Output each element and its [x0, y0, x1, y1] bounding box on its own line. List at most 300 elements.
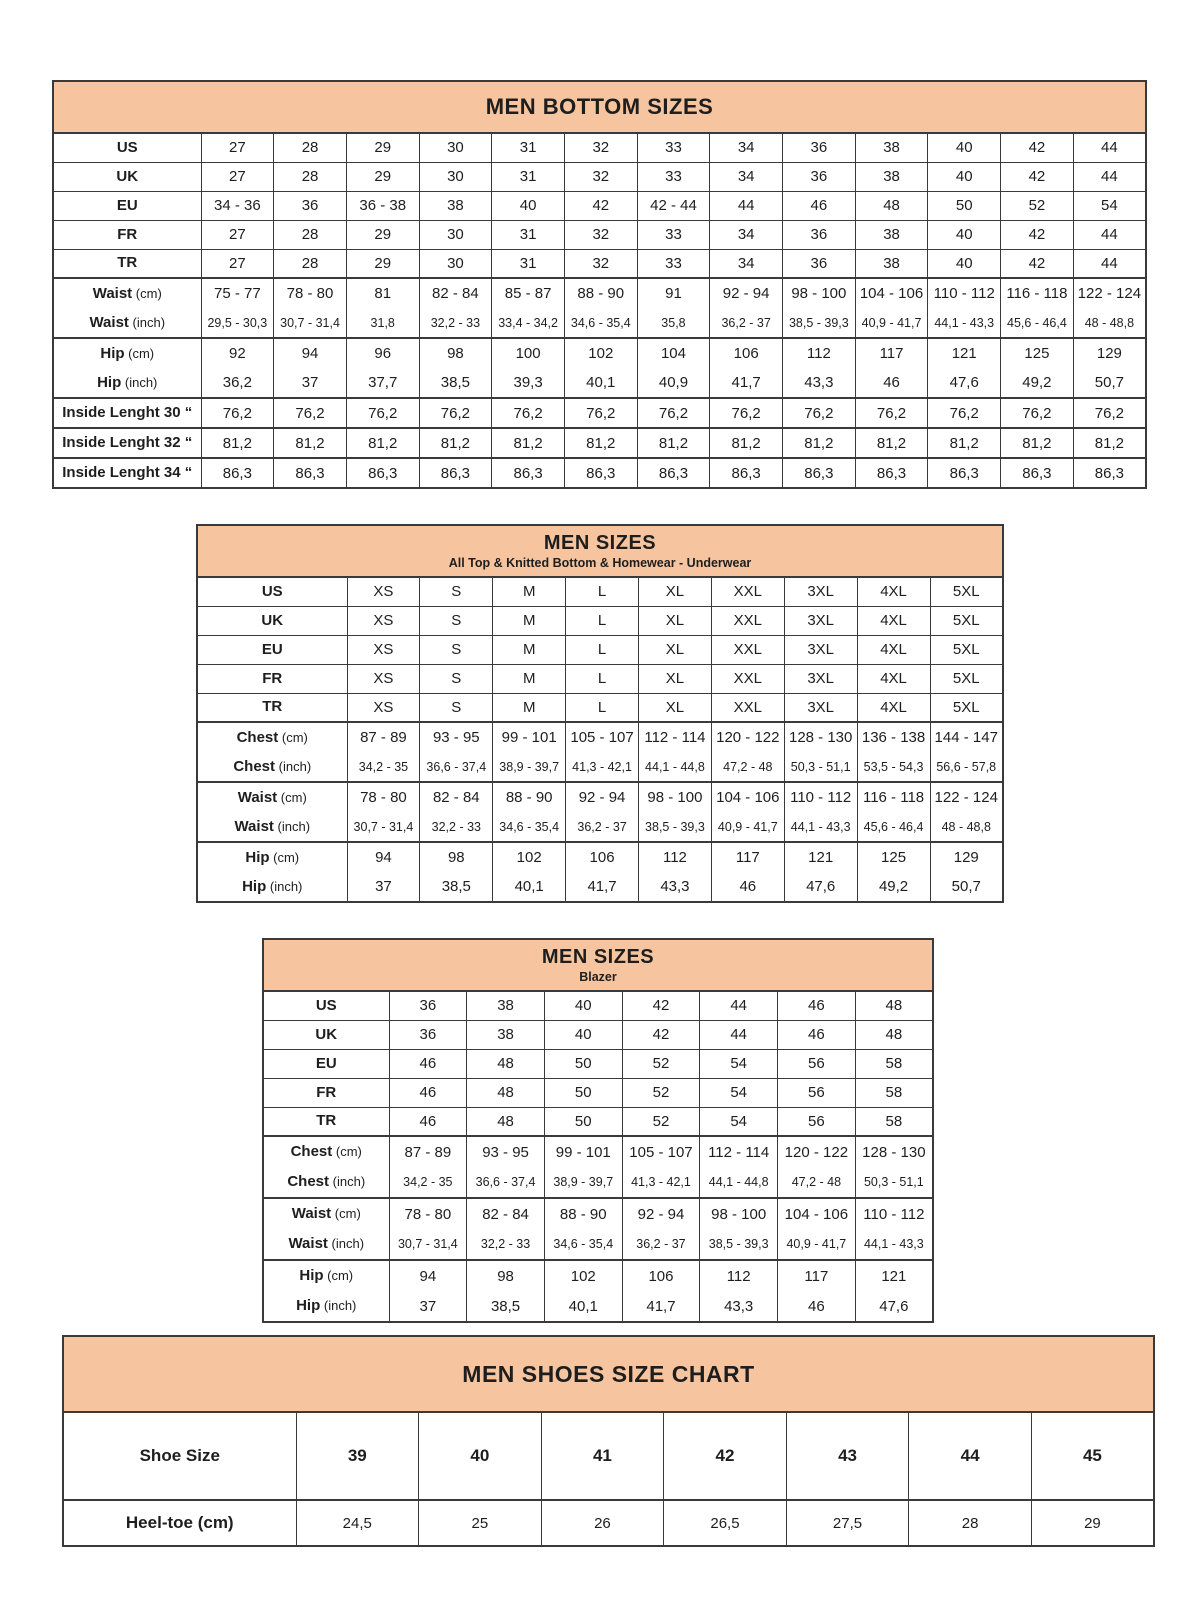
cell-value: 48 - 48,8	[930, 812, 1003, 842]
row-label: Hip (inch)	[197, 872, 347, 902]
cell-value: 40	[492, 191, 565, 220]
row-label: Hip (cm)	[263, 1260, 389, 1291]
cell-value: 106	[710, 338, 783, 368]
cell-value: 4XL	[857, 664, 930, 693]
cell-value: 81,2	[346, 428, 419, 458]
cell-value: 44,1 - 43,3	[784, 812, 857, 842]
cell-value: 104 - 106	[855, 278, 928, 308]
cell-value: 86,3	[419, 458, 492, 488]
cell-value: 36,2 - 37	[566, 812, 639, 842]
cell-value: XL	[639, 693, 712, 722]
cell-value: 31	[492, 133, 565, 162]
cell-value: XXL	[711, 635, 784, 664]
cell-value: 81,2	[1073, 428, 1146, 458]
cell-value: 58	[855, 1078, 933, 1107]
cell-value: S	[420, 693, 493, 722]
row-label: US	[197, 577, 347, 606]
cell-value: 54	[700, 1107, 778, 1136]
table-row	[197, 842, 1003, 872]
cell-value: 48	[855, 191, 928, 220]
cell-value: 42	[1001, 220, 1074, 249]
table-row	[197, 782, 1003, 812]
table-row	[197, 635, 1003, 664]
cell-value: 104 - 106	[711, 782, 784, 812]
cell-value: 50,7	[1073, 368, 1146, 398]
cell-value: 48	[467, 1107, 545, 1136]
cell-value: 44,1 - 43,3	[928, 308, 1001, 338]
cell-value: 52	[622, 1107, 700, 1136]
cell-value: 81,2	[637, 428, 710, 458]
cell-value: 88 - 90	[493, 782, 566, 812]
table-row	[263, 1136, 933, 1167]
cell-value: 39	[296, 1412, 419, 1500]
cell-value: 32	[564, 249, 637, 278]
cell-value: 37	[274, 368, 347, 398]
cell-value: 34,2 - 35	[347, 752, 420, 782]
cell-value: 98	[420, 842, 493, 872]
cell-value: 76,2	[637, 398, 710, 428]
cell-value: 93 - 95	[420, 722, 493, 752]
cell-value: 46	[389, 1049, 467, 1078]
men-top-sizes-table	[196, 524, 1004, 903]
cell-value: M	[493, 664, 566, 693]
table-title-bar	[53, 81, 1146, 133]
men-shoes-size-table	[62, 1335, 1155, 1547]
cell-value: 36	[389, 1020, 467, 1049]
cell-value: 129	[1073, 338, 1146, 368]
cell-value: 58	[855, 1049, 933, 1078]
cell-value: 5XL	[930, 577, 1003, 606]
cell-value: 42	[1001, 133, 1074, 162]
cell-value: 38,9 - 39,7	[544, 1167, 622, 1198]
cell-value: 38,5 - 39,3	[783, 308, 856, 338]
row-label: FR	[197, 664, 347, 693]
cell-value: 27,5	[786, 1500, 909, 1546]
cell-value: S	[420, 606, 493, 635]
cell-value: 81,2	[419, 428, 492, 458]
row-label: Waist (cm)	[53, 278, 201, 308]
table-row	[53, 249, 1146, 278]
cell-value: 34,6 - 35,4	[544, 1229, 622, 1260]
cell-value: 112	[783, 338, 856, 368]
cell-value: 44	[700, 1020, 778, 1049]
cell-value: 82 - 84	[419, 278, 492, 308]
cell-value: 93 - 95	[467, 1136, 545, 1167]
cell-value: 81,2	[564, 428, 637, 458]
cell-value: S	[420, 577, 493, 606]
cell-value: 100	[492, 338, 565, 368]
cell-value: M	[493, 693, 566, 722]
row-label: Chest (cm)	[263, 1136, 389, 1167]
row-label: UK	[197, 606, 347, 635]
cell-value: 49,2	[857, 872, 930, 902]
cell-value: 86,3	[346, 458, 419, 488]
cell-value: 92 - 94	[710, 278, 783, 308]
cell-value: 48	[855, 991, 933, 1020]
cell-value: 76,2	[783, 398, 856, 428]
cell-value: 110 - 112	[855, 1198, 933, 1229]
row-label: UK	[53, 162, 201, 191]
cell-value: 46	[778, 991, 856, 1020]
row-label: FR	[263, 1078, 389, 1107]
cell-value: 34	[710, 133, 783, 162]
cell-value: XS	[347, 577, 420, 606]
cell-value: 104 - 106	[778, 1198, 856, 1229]
cell-value: 3XL	[784, 635, 857, 664]
cell-value: 105 - 107	[622, 1136, 700, 1167]
cell-value: 110 - 112	[928, 278, 1001, 308]
table-row	[197, 812, 1003, 842]
cell-value: 42	[564, 191, 637, 220]
row-label: Waist (inch)	[263, 1229, 389, 1260]
cell-value: 46	[855, 368, 928, 398]
table-subtitle: Blazer	[579, 970, 617, 984]
cell-value: 120 - 122	[778, 1136, 856, 1167]
cell-value: 40,9	[637, 368, 710, 398]
cell-value: 43,3	[700, 1291, 778, 1322]
row-label: TR	[53, 249, 201, 278]
cell-value: 117	[778, 1260, 856, 1291]
men-blazer-sizes-table	[262, 938, 934, 1323]
row-label: Waist (inch)	[53, 308, 201, 338]
cell-value: XS	[347, 693, 420, 722]
table-row	[263, 1260, 933, 1291]
cell-value: L	[566, 577, 639, 606]
table-row	[53, 458, 1146, 488]
cell-value: 50	[544, 1049, 622, 1078]
cell-value: 129	[930, 842, 1003, 872]
cell-value: 98 - 100	[700, 1198, 778, 1229]
cell-value: 102	[544, 1260, 622, 1291]
cell-value: 128 - 130	[784, 722, 857, 752]
cell-value: 46	[783, 191, 856, 220]
cell-value: 38,5	[419, 368, 492, 398]
cell-value: 78 - 80	[347, 782, 420, 812]
cell-value: 116 - 118	[857, 782, 930, 812]
cell-value: 110 - 112	[784, 782, 857, 812]
row-label: Hip (cm)	[53, 338, 201, 368]
cell-value: 39,3	[492, 368, 565, 398]
cell-value: 33	[637, 249, 710, 278]
cell-value: 76,2	[419, 398, 492, 428]
cell-value: 121	[784, 842, 857, 872]
table-row	[63, 1412, 1154, 1500]
cell-value: 38,5 - 39,3	[700, 1229, 778, 1260]
cell-value: 76,2	[492, 398, 565, 428]
cell-value: 40	[544, 991, 622, 1020]
table-row	[263, 1107, 933, 1136]
row-label: UK	[263, 1020, 389, 1049]
cell-value: 40	[544, 1020, 622, 1049]
cell-value: 40	[419, 1412, 542, 1500]
cell-value: 48	[855, 1020, 933, 1049]
cell-value: 41,3 - 42,1	[622, 1167, 700, 1198]
cell-value: 92	[201, 338, 274, 368]
cell-value: 31,8	[346, 308, 419, 338]
cell-value: 76,2	[346, 398, 419, 428]
cell-value: 47,2 - 48	[778, 1167, 856, 1198]
cell-value: 44	[1073, 133, 1146, 162]
table-row	[197, 664, 1003, 693]
cell-value: 44	[1073, 162, 1146, 191]
cell-value: 29	[346, 162, 419, 191]
row-label: Inside Lenght 34 “	[53, 458, 201, 488]
cell-value: 87 - 89	[347, 722, 420, 752]
cell-value: 26,5	[664, 1500, 787, 1546]
cell-value: 96	[346, 338, 419, 368]
cell-value: 117	[711, 842, 784, 872]
cell-value: 38	[855, 220, 928, 249]
men-bottom-sizes-section	[52, 80, 1147, 489]
cell-value: 42	[622, 991, 700, 1020]
table-row	[53, 338, 1146, 368]
cell-value: 33	[637, 133, 710, 162]
cell-value: 125	[1001, 338, 1074, 368]
table-row	[63, 1500, 1154, 1546]
table-title: MEN SHOES SIZE CHART	[462, 1360, 755, 1387]
cell-value: 94	[389, 1260, 467, 1291]
cell-value: 41,3 - 42,1	[566, 752, 639, 782]
table-row	[263, 1167, 933, 1198]
cell-value: 25	[419, 1500, 542, 1546]
cell-value: 86,3	[928, 458, 1001, 488]
cell-value: 106	[622, 1260, 700, 1291]
table-row	[197, 752, 1003, 782]
cell-value: 4XL	[857, 577, 930, 606]
table-row	[53, 398, 1146, 428]
cell-value: 75 - 77	[201, 278, 274, 308]
cell-value: 50	[544, 1078, 622, 1107]
cell-value: 34,6 - 35,4	[493, 812, 566, 842]
cell-value: 28	[274, 220, 347, 249]
cell-value: 41,7	[566, 872, 639, 902]
cell-value: 112 - 114	[639, 722, 712, 752]
row-label: Waist (cm)	[197, 782, 347, 812]
cell-value: 33	[637, 220, 710, 249]
cell-value: XS	[347, 664, 420, 693]
cell-value: 37	[389, 1291, 467, 1322]
cell-value: 36	[783, 133, 856, 162]
cell-value: XS	[347, 606, 420, 635]
cell-value: L	[566, 664, 639, 693]
cell-value: 76,2	[274, 398, 347, 428]
cell-value: 98 - 100	[783, 278, 856, 308]
row-label: EU	[197, 635, 347, 664]
cell-value: 86,3	[1073, 458, 1146, 488]
table-row	[53, 308, 1146, 338]
cell-value: M	[493, 577, 566, 606]
cell-value: 47,6	[784, 872, 857, 902]
cell-value: 40	[928, 133, 1001, 162]
cell-value: 81	[346, 278, 419, 308]
cell-value: XXL	[711, 577, 784, 606]
cell-value: 76,2	[710, 398, 783, 428]
cell-value: 5XL	[930, 635, 1003, 664]
cell-value: 46	[778, 1020, 856, 1049]
cell-value: 46	[389, 1107, 467, 1136]
men-shoes-size-section	[62, 1335, 1155, 1547]
row-label: Hip (inch)	[53, 368, 201, 398]
cell-value: 38,5 - 39,3	[639, 812, 712, 842]
cell-value: 42	[664, 1412, 787, 1500]
row-label: Chest (inch)	[263, 1167, 389, 1198]
cell-value: 86,3	[637, 458, 710, 488]
cell-value: 34	[710, 249, 783, 278]
cell-value: 38	[467, 991, 545, 1020]
cell-value: 56	[778, 1049, 856, 1078]
cell-value: 31	[492, 220, 565, 249]
cell-value: 99 - 101	[493, 722, 566, 752]
table-row	[263, 1020, 933, 1049]
cell-value: 44	[1073, 220, 1146, 249]
cell-value: 40,1	[493, 872, 566, 902]
cell-value: 76,2	[564, 398, 637, 428]
table-row	[197, 577, 1003, 606]
cell-value: 85 - 87	[492, 278, 565, 308]
cell-value: 36	[783, 249, 856, 278]
cell-value: 30,7 - 31,4	[347, 812, 420, 842]
cell-value: 98 - 100	[639, 782, 712, 812]
cell-value: 30,7 - 31,4	[274, 308, 347, 338]
cell-value: 27	[201, 220, 274, 249]
cell-value: 86,3	[201, 458, 274, 488]
cell-value: 44,1 - 43,3	[855, 1229, 933, 1260]
cell-value: 81,2	[855, 428, 928, 458]
cell-value: 86,3	[492, 458, 565, 488]
table-row	[197, 722, 1003, 752]
cell-value: 52	[1001, 191, 1074, 220]
cell-value: 29	[346, 220, 419, 249]
cell-value: 125	[857, 842, 930, 872]
cell-value: 28	[274, 162, 347, 191]
cell-value: 106	[566, 842, 639, 872]
cell-value: 3XL	[784, 577, 857, 606]
cell-value: 40,9 - 41,7	[855, 308, 928, 338]
cell-value: 86,3	[855, 458, 928, 488]
cell-value: 43,3	[783, 368, 856, 398]
cell-value: 37	[347, 872, 420, 902]
cell-value: XL	[639, 664, 712, 693]
cell-value: 36	[783, 162, 856, 191]
cell-value: 121	[928, 338, 1001, 368]
cell-value: 53,5 - 54,3	[857, 752, 930, 782]
cell-value: 88 - 90	[564, 278, 637, 308]
cell-value: 3XL	[784, 606, 857, 635]
cell-value: 43,3	[639, 872, 712, 902]
cell-value: 56	[778, 1078, 856, 1107]
cell-value: 29	[1031, 1500, 1154, 1546]
cell-value: 58	[855, 1107, 933, 1136]
row-label: Hip (inch)	[263, 1291, 389, 1322]
table-row	[263, 1078, 933, 1107]
cell-value: 38	[419, 191, 492, 220]
row-label: Waist (inch)	[197, 812, 347, 842]
row-label: Inside Lenght 32 “	[53, 428, 201, 458]
cell-value: 37,7	[346, 368, 419, 398]
cell-value: 42 - 44	[637, 191, 710, 220]
cell-value: 91	[637, 278, 710, 308]
cell-value: 50	[544, 1107, 622, 1136]
cell-value: 48	[467, 1078, 545, 1107]
cell-value: 86,3	[564, 458, 637, 488]
table-row	[263, 1229, 933, 1260]
cell-value: 50,3 - 51,1	[784, 752, 857, 782]
cell-value: XL	[639, 635, 712, 664]
cell-value: 102	[493, 842, 566, 872]
cell-value: 128 - 130	[855, 1136, 933, 1167]
table-row	[53, 368, 1146, 398]
cell-value: 36,6 - 37,4	[420, 752, 493, 782]
cell-value: 44	[710, 191, 783, 220]
cell-value: 81,2	[1001, 428, 1074, 458]
cell-value: 27	[201, 162, 274, 191]
cell-value: 54	[1073, 191, 1146, 220]
cell-value: 44	[700, 991, 778, 1020]
cell-value: 81,2	[928, 428, 1001, 458]
cell-value: 50	[928, 191, 1001, 220]
cell-value: 50,3 - 51,1	[855, 1167, 933, 1198]
men-bottom-sizes-table	[52, 80, 1147, 489]
cell-value: 36,2	[201, 368, 274, 398]
cell-value: XXL	[711, 606, 784, 635]
cell-value: 47,2 - 48	[711, 752, 784, 782]
row-label: US	[53, 133, 201, 162]
table-row	[263, 1291, 933, 1322]
cell-value: 30	[419, 220, 492, 249]
cell-value: 43	[786, 1412, 909, 1500]
cell-value: 34 - 36	[201, 191, 274, 220]
cell-value: 94	[274, 338, 347, 368]
cell-value: 3XL	[784, 664, 857, 693]
cell-value: 4XL	[857, 606, 930, 635]
cell-value: 98	[467, 1260, 545, 1291]
cell-value: 122 - 124	[1073, 278, 1146, 308]
table-row	[53, 191, 1146, 220]
cell-value: 40,9 - 41,7	[778, 1229, 856, 1260]
cell-value: 104	[637, 338, 710, 368]
cell-value: 34	[710, 162, 783, 191]
cell-value: 82 - 84	[467, 1198, 545, 1229]
cell-value: 81,2	[710, 428, 783, 458]
row-label: US	[263, 991, 389, 1020]
cell-value: S	[420, 635, 493, 664]
cell-value: M	[493, 635, 566, 664]
cell-value: XS	[347, 635, 420, 664]
cell-value: 33	[637, 162, 710, 191]
row-label: EU	[263, 1049, 389, 1078]
cell-value: 5XL	[930, 606, 1003, 635]
cell-value: 40	[928, 162, 1001, 191]
row-label: Inside Lenght 30 “	[53, 398, 201, 428]
cell-value: 44,1 - 44,8	[639, 752, 712, 782]
table-row	[263, 1198, 933, 1229]
cell-value: 32,2 - 33	[420, 812, 493, 842]
cell-value: 30	[419, 133, 492, 162]
cell-value: M	[493, 606, 566, 635]
cell-value: 46	[711, 872, 784, 902]
cell-value: 30	[419, 162, 492, 191]
cell-value: 78 - 80	[274, 278, 347, 308]
cell-value: 36 - 38	[346, 191, 419, 220]
cell-value: 27	[201, 249, 274, 278]
table-row	[263, 1049, 933, 1078]
cell-value: 38	[855, 162, 928, 191]
table-row	[53, 220, 1146, 249]
cell-value: L	[566, 693, 639, 722]
cell-value: 35,8	[637, 308, 710, 338]
cell-value: 102	[564, 338, 637, 368]
cell-value: 52	[622, 1078, 700, 1107]
